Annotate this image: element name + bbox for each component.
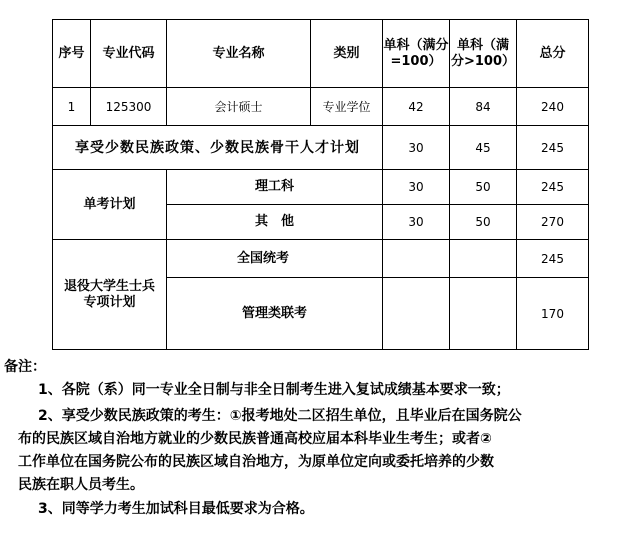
table-row — [53, 240, 589, 278]
row1-name: 会计硕士 — [167, 88, 311, 126]
header-single-100-line1: 单科（满分 — [383, 37, 449, 53]
other-single-100: 30 — [383, 205, 450, 240]
note-item-2-line4: 民族在职人员考生。 — [18, 477, 144, 493]
row1-index: 1 — [53, 88, 91, 126]
table-row — [53, 126, 589, 170]
veteran-national-single-100 — [383, 240, 450, 278]
header-code: 专业代码 — [91, 20, 167, 88]
single-exam-other-label: 其 他 — [167, 205, 383, 240]
row1-single-100: 42 — [383, 88, 450, 126]
header-total: 总分 — [517, 20, 589, 88]
veteran-mgmt-total: 170 — [517, 278, 589, 350]
table-row — [53, 170, 589, 205]
veteran-label-line2: 专项计划 — [83, 294, 136, 310]
header-name: 专业名称 — [167, 20, 311, 88]
row1-total: 240 — [517, 88, 589, 126]
veteran-plan-label — [53, 240, 167, 350]
minority-plan-label: 享受少数民族政策、少数民族骨干人才计划 — [53, 126, 383, 170]
header-single-100-line2: =100） — [390, 53, 442, 69]
single-exam-label: 单考计划 — [53, 170, 167, 240]
other-total: 270 — [517, 205, 589, 240]
row1-code: 125300 — [91, 88, 167, 126]
veteran-mgmt-label: 管理类联考 — [167, 278, 383, 350]
table-header-row — [53, 20, 589, 88]
minority-single-gt100: 45 — [450, 126, 517, 170]
note-item-3: 3、同等学力考生加试科目最低要求为合格。 — [38, 501, 314, 517]
sci-single-100: 30 — [383, 170, 450, 205]
header-single-gt100 — [450, 20, 517, 88]
veteran-mgmt-single-gt100 — [450, 278, 517, 350]
header-single-gt100-line1: 单科（满 — [456, 37, 509, 53]
header-category: 类别 — [311, 20, 383, 88]
header-single-gt100-line2: 分>100） — [450, 53, 516, 69]
header-index: 序号 — [53, 20, 91, 88]
header-single-100 — [383, 20, 450, 88]
veteran-national-label: 全国统考 — [167, 240, 383, 278]
veteran-national-single-gt100 — [450, 240, 517, 278]
veteran-label-line1: 退役大学生士兵 — [63, 278, 155, 294]
score-requirements-table — [52, 19, 589, 350]
notes-title: 备注： — [4, 359, 46, 375]
note-item-2-line3: 工作单位在国务院公布的民族区域自治地方，为原单位定向或委托培养的少数 — [18, 454, 494, 470]
single-exam-sci-label: 理工科 — [167, 170, 383, 205]
veteran-mgmt-single-100 — [383, 278, 450, 350]
row1-category: 专业学位 — [311, 88, 383, 126]
table-row — [53, 88, 589, 126]
minority-total: 245 — [517, 126, 589, 170]
note-item-2-line1: 2、享受少数民族政策的考生：①报考地处二区招生单位，且毕业后在国务院公 — [38, 408, 522, 424]
row1-single-gt100: 84 — [450, 88, 517, 126]
sci-single-gt100: 50 — [450, 170, 517, 205]
other-single-gt100: 50 — [450, 205, 517, 240]
veteran-national-total: 245 — [517, 240, 589, 278]
note-item-2 — [18, 405, 613, 497]
sci-total: 245 — [517, 170, 589, 205]
minority-single-100: 30 — [383, 126, 450, 170]
note-item-2-line2: 布的民族区域自治地方就业的少数民族普通高校应届本科毕业生考生；或者② — [18, 431, 492, 447]
note-item-1: 1、各院（系）同一专业全日制与非全日制考生进入复试成绩基本要求一致； — [38, 382, 510, 398]
